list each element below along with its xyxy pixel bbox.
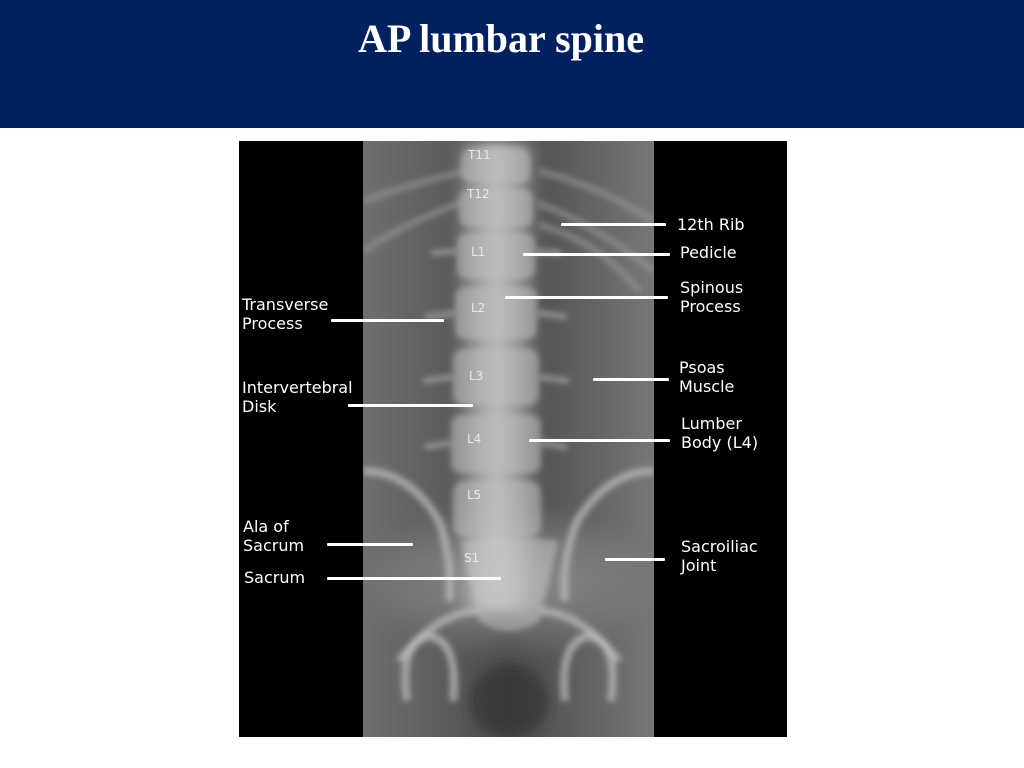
leader-12th-rib bbox=[561, 223, 666, 226]
slide-title: AP lumbar spine bbox=[358, 16, 644, 61]
leader-sacroiliac-joint bbox=[605, 558, 665, 561]
vertebra-label-l5: L5 bbox=[467, 488, 482, 502]
label-ala-of-sacrum-line1: Ala of bbox=[243, 517, 289, 536]
slide-header bbox=[0, 0, 1024, 128]
label-sacroiliac-joint-line2: Joint bbox=[681, 556, 717, 575]
leader-lumber-body bbox=[529, 439, 670, 442]
label-transverse-process-line2: Process bbox=[242, 314, 303, 333]
label-lumber-body-line1: Lumber bbox=[681, 414, 742, 433]
label-psoas-muscle-line2: Muscle bbox=[679, 377, 735, 396]
leader-spinous-process bbox=[505, 296, 668, 299]
vertebra-label-s1: S1 bbox=[464, 551, 480, 565]
label-psoas-muscle-line1: Psoas bbox=[679, 358, 725, 377]
leader-intervertebral-disk bbox=[348, 404, 473, 407]
leader-sacrum bbox=[327, 577, 501, 580]
label-intervertebral-disk-line2: Disk bbox=[242, 397, 277, 416]
leader-transverse-process bbox=[331, 319, 444, 322]
xray-figure bbox=[239, 141, 787, 737]
leader-psoas-muscle bbox=[593, 378, 669, 381]
label-transverse-process-line1: Transverse bbox=[242, 295, 329, 314]
vertebra-label-l4: L4 bbox=[467, 432, 482, 446]
label-intervertebral-disk-line1: Intervertebral bbox=[242, 378, 353, 397]
label-lumber-body-line2: Body (L4) bbox=[681, 433, 759, 452]
label-pedicle: Pedicle bbox=[680, 243, 737, 262]
label-spinous-process-line1: Spinous bbox=[680, 278, 744, 297]
label-12th-rib: 12th Rib bbox=[677, 215, 745, 234]
label-sacrum: Sacrum bbox=[244, 568, 306, 587]
label-spinous-process-line2: Process bbox=[680, 297, 741, 316]
leader-pedicle bbox=[523, 253, 670, 256]
vertebra-label-l3: L3 bbox=[469, 369, 484, 383]
vertebra-label-t12: T12 bbox=[467, 187, 490, 201]
vertebra-label-l2: L2 bbox=[471, 301, 486, 315]
vertebra-label-t11: T11 bbox=[468, 148, 491, 162]
vertebra-label-l1: L1 bbox=[471, 245, 486, 259]
label-sacroiliac-joint-line1: Sacroiliac bbox=[681, 537, 758, 556]
leader-ala-of-sacrum bbox=[327, 543, 413, 546]
label-ala-of-sacrum-line2: Sacrum bbox=[243, 536, 305, 555]
